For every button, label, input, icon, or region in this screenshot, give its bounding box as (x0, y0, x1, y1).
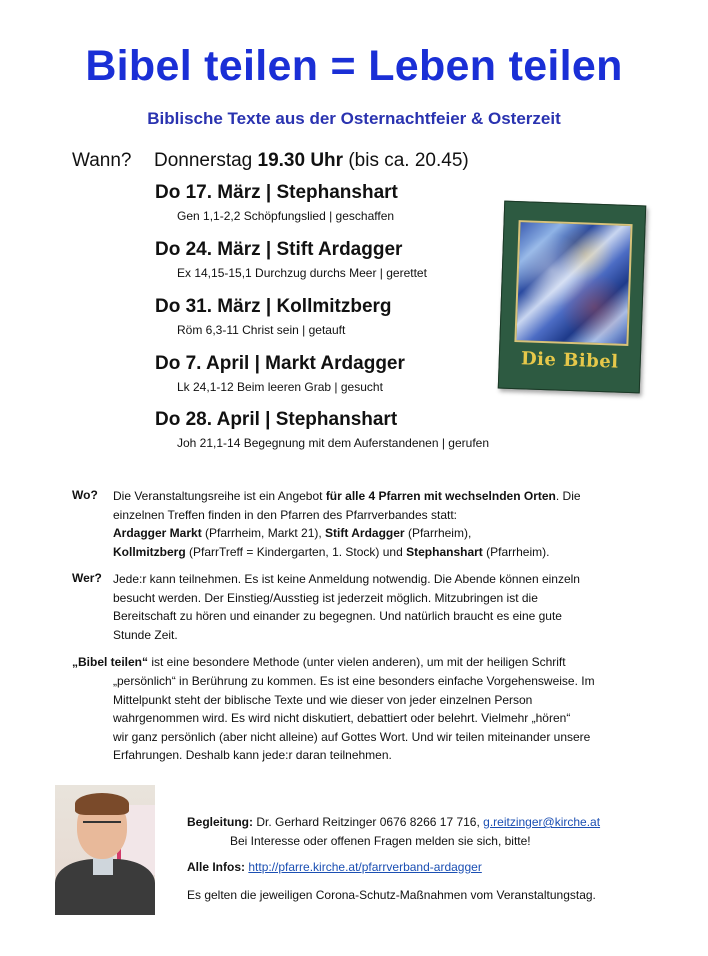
info-line (187, 860, 482, 874)
where-line: Ardagger Markt (Pfarrheim, Markt 21), Stift Ardagger (Pfarrheim), (113, 526, 472, 541)
when-until: (bis ca. 20.45) (348, 150, 469, 171)
who-label: Wer? (72, 571, 102, 585)
contact-person: Dr. Gerhard Reitzinger 0676 8266 17 716, (253, 815, 484, 829)
event-title: Do 7. April | Markt Ardagger (155, 353, 405, 374)
contact-line (187, 815, 600, 829)
contact-person-photo (55, 785, 155, 915)
where-line: Kollmitzberg (PfarrTreff = Kindergarten, 1. Stock) und Stephanshart (Pfarrheim). (113, 544, 550, 559)
method-line: Mittelpunkt steht der biblische Texte und wie dieser von jeder einzelnen Person (113, 692, 533, 707)
method-line: „persönlich“ in Berührung zu kommen. Es ist eine besonders einfache Vorgehensweise. Im (113, 674, 595, 688)
info-url-link[interactable]: http://pfarre.kirche.at/pfarrverband-ardagger (248, 860, 482, 874)
event-item (155, 239, 427, 280)
event-desc: Ex 14,15-15,1 Durchzug durchs Meer | gerettet (177, 266, 427, 280)
event-title: Do 28. April | Stephanshart (155, 409, 398, 430)
who-line: Stunde Zeit. (113, 627, 178, 642)
event-title: Do 24. März | Stift Ardagger (155, 239, 403, 260)
event-desc: Lk 24,1-12 Beim leeren Grab | gesucht (177, 380, 383, 394)
method-text (113, 672, 595, 765)
info-label: Alle Infos: (187, 860, 246, 874)
corona-note: Es gelten die jeweiligen Corona-Schutz-Maßnahmen vom Veranstaltungstag. (187, 888, 596, 902)
event-title: Do 17. März | Stephanshart (155, 182, 398, 203)
contact-email-link[interactable]: g.reitzinger@kirche.at (483, 815, 601, 829)
where-label: Wo? (72, 488, 98, 502)
who-line: Bereitschaft zu hören und einander zu begegnen. Und natürlich braucht es eine gute (113, 609, 562, 624)
bible-cover-art (514, 220, 632, 346)
bible-book-image (498, 201, 646, 394)
when-time: 19.30 Uhr (257, 150, 344, 171)
event-desc: Joh 21,1-14 Begegnung mit dem Auferstandenen | gerufen (177, 436, 490, 450)
method-line: wir ganz persönlich (aber nicht alleine) auf Gottes Wort. Und wir teilen miteinander unsere (113, 729, 591, 744)
event-item (155, 353, 405, 394)
where-line: Die Veranstaltungsreihe ist ein Angebot für alle 4 Pfarren mit wechselnden Orten. Die (113, 489, 581, 503)
event-item (155, 409, 489, 450)
event-title: Do 31. März | Kollmitzberg (155, 296, 392, 317)
method-first-line: „Bibel teilen“ ist eine besondere Methode (unter vielen anderen), um mit der heiligen Schrift (72, 655, 566, 669)
method-label: „Bibel teilen“ (72, 655, 149, 669)
page-title: Bibel teilen = Leben teilen (85, 42, 623, 90)
who-line: besucht werden. Der Einstieg/Ausstieg ist jederzeit möglich. Mitzubringen ist die (113, 590, 538, 605)
when-day: Donnerstag (154, 150, 253, 171)
event-desc: Gen 1,1-2,2 Schöpfungslied | geschaffen (177, 209, 395, 223)
when-text (154, 150, 469, 172)
event-desc: Röm 6,3-11 Christ sein | getauft (177, 323, 346, 337)
contact-note: Bei Interesse oder offenen Fragen melden sie sich, bitte! (230, 834, 531, 848)
who-text (113, 570, 580, 644)
when-label: Wann? (72, 150, 132, 171)
who-line: Jede:r kann teilnehmen. Es ist keine Anmeldung notwendig. Die Abende können einzeln (113, 572, 580, 586)
page-subtitle: Biblische Texte aus der Osternachtfeier & Osterzeit (147, 109, 561, 128)
where-line: einzelnen Treffen finden in den Pfarren des Pfarrverbandes statt: (113, 507, 457, 522)
event-item (155, 296, 392, 337)
where-text (113, 487, 581, 561)
event-item (155, 182, 398, 223)
contact-label: Begleitung: (187, 815, 253, 829)
method-line: Erfahrungen. Deshalb kann jede:r daran teilnehmen. (113, 748, 392, 763)
method-line: wahrgenommen wird. Es wird nicht diskutiert, debattiert oder belehrt. Vielmehr „hören“ (113, 711, 571, 726)
bible-cover-title: Die Bibel (520, 348, 619, 373)
